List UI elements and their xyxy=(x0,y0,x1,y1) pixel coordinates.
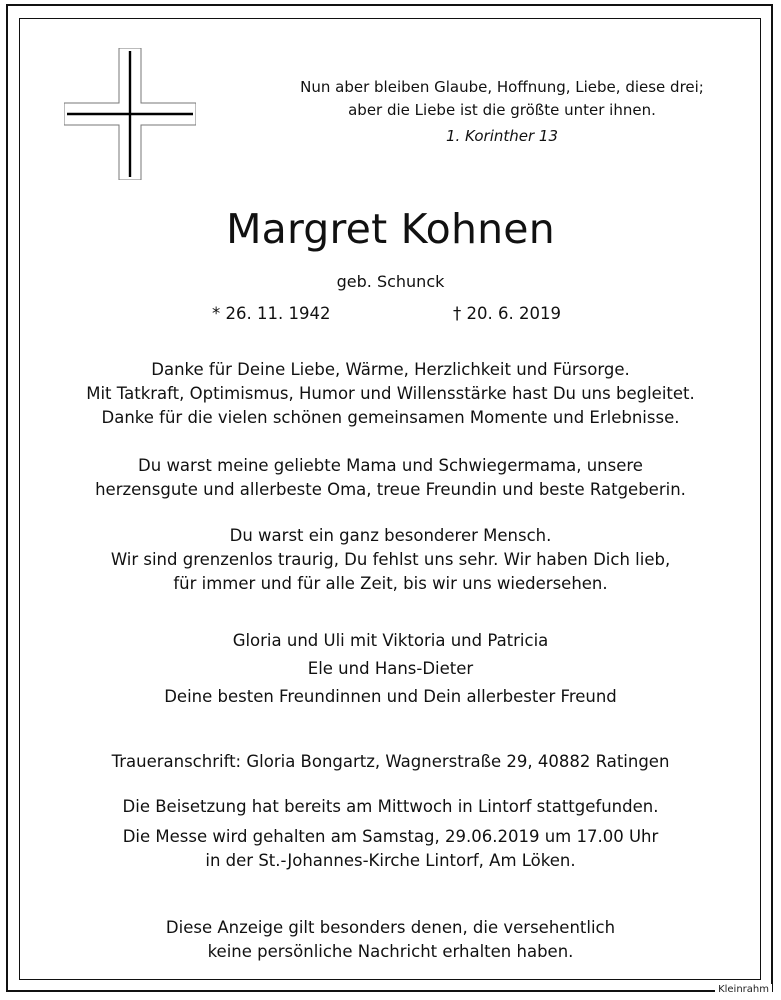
birth-date: * 26. 11. 1942 xyxy=(212,304,331,323)
verse-line-1: Nun aber bleiben Glaube, Hoffnung, Liebe, diese drei; xyxy=(300,78,704,96)
mass-line: Die Messe wird gehalten am Samstag, 29.06.2019 um 17.00 Uhr xyxy=(122,827,659,846)
footer-label: Kleinrahm xyxy=(715,984,772,995)
paragraph-line: Wir sind grenzenlos traurig, Du fehlst uns sehr. Wir haben Dich lieb, xyxy=(110,550,671,569)
death-date: † 20. 6. 2019 xyxy=(453,304,561,323)
mass-line: in der St.-Johannes-Kirche Lintorf, Am Löken. xyxy=(205,851,576,870)
verse-line-2: aber die Liebe ist die größte unter ihnen. xyxy=(348,101,656,119)
notice-line: Diese Anzeige gilt besonders denen, die versehentlich xyxy=(165,918,616,937)
mourner-line: Deine besten Freundinnen und Dein allerbester Freund xyxy=(164,687,617,706)
paragraph-line: herzensgute und allerbeste Oma, treue Freundin und beste Ratgeberin. xyxy=(95,480,686,499)
mourning-address: Traueranschrift: Gloria Bongartz, Wagnerstraße 29, 40882 Ratingen xyxy=(111,752,670,771)
paragraph-line: für immer und für alle Zeit, bis wir uns wiedersehen. xyxy=(173,574,608,593)
paragraph-line: Du warst ein ganz besonderer Mensch. xyxy=(229,526,552,545)
notice-line: keine persönliche Nachricht erhalten haben. xyxy=(207,942,574,961)
mourner-line: Gloria und Uli mit Viktoria und Patricia xyxy=(232,631,549,650)
paragraph-line: Mit Tatkraft, Optimismus, Humor und Willensstärke hast Du uns begleitet. xyxy=(86,384,695,403)
paragraph-line: Du warst meine geliebte Mama und Schwiegermama, unsere xyxy=(138,456,643,475)
mourner-line: Ele und Hans-Dieter xyxy=(307,659,474,678)
paragraph-line: Danke für Deine Liebe, Wärme, Herzlichkeit und Fürsorge. xyxy=(151,360,630,379)
paragraph-line: Danke für die vielen schönen gemeinsamen Momente und Erlebnisse. xyxy=(101,408,680,427)
birth-name: geb. Schunck xyxy=(336,272,445,291)
deceased-name: Margret Kohnen xyxy=(226,205,555,253)
burial-note: Die Beisetzung hat bereits am Mittwoch in Lintorf stattgefunden. xyxy=(122,797,659,816)
verse-reference: 1. Korinther 13 xyxy=(445,127,559,145)
cross-icon xyxy=(64,48,196,180)
